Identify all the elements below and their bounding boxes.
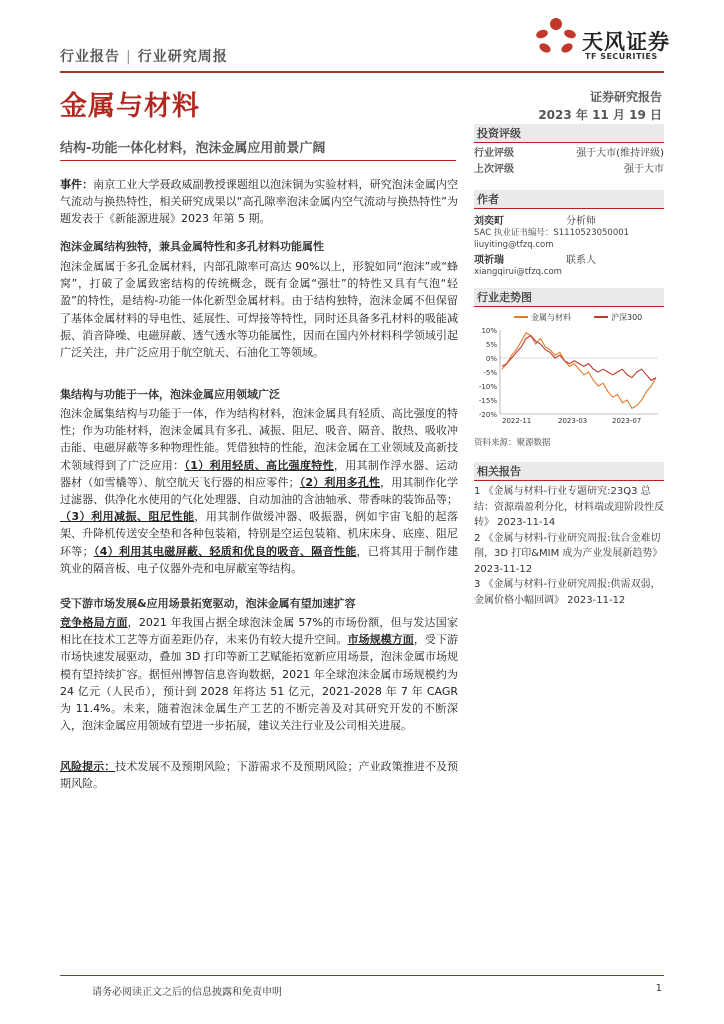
y-tick-label: 5% xyxy=(485,341,497,349)
author-2: 项祈瑞 联系人 xyxy=(474,255,596,266)
author-1-email[interactable]: liuyiting@tfzq.com xyxy=(474,240,554,250)
section-body: 泡沫金属属于多孔金属材料，内部孔隙率可高达 90%以上，形貌如同“泡沫”或“蜂窝”，打破了金属致密结构的传统概念，既有金属“强壮”的特性又具有气泡“轻盈”的特性，是结构-功能一体化新型金属材料。由于结构独特，泡沫金属不但保留了基体金属材料的导电性、延展性、可焊接等特性，同时还具备多孔材料的吸能减振、消音降噪、电磁屏蔽、透气透水等功能属性，因而在国内外材料科学领域引起广泛关注，并广泛应用于航空航天、石油化工等领域。 xyxy=(60,260,458,360)
section-title: 集结构与功能于一体，泡沫金属应用领域广泛 xyxy=(60,388,280,401)
author-title: 作者 xyxy=(474,190,664,208)
sidebar xyxy=(474,124,664,307)
x-tick-label: 2023-03 xyxy=(558,417,588,425)
headline-rule xyxy=(60,160,456,161)
footer-rule xyxy=(60,975,664,976)
y-tick-label: 0% xyxy=(485,355,497,363)
logo-icon xyxy=(530,16,582,60)
section-body: 泡沫金属集结构与功能于一体，作为结构材料，泡沫金属具有轻质、高比强度的特性；作为功能材料，泡沫金属具有多孔、减振、阻尼、吸音、隔音、散热、吸收冲击能、电磁屏蔽等多种物理性能。凭借独特的性能，泡沫金属在工业领域及高新技术领域得到了广泛应用：（1）利用轻质、高比强度特性，用其制作浮水器、运动器材（如雪橇等）、航空航天飞行器的相应零件；（2）利用多孔性，用其制作化学过滤器、供净化水使用的气化处理器、自动加油的含油轴承、带香味的装饰品等；（3）利用减振、阻尼性能，用其制作做缓冲器、吸振器，例如宇宙飞船的起落架、升降机传送安全垫和各种包装箱，特别是空运包装箱、机床床身、底座、阻尼环等；（4）利用其电磁屏蔽、轻质和优良的吸音、隔音性能，已将其用于制作建筑业的隔音板、电子仪器外壳和电屏蔽室等结构。 xyxy=(60,407,459,575)
related-title: 相关报告 xyxy=(474,462,664,480)
author-1-sac: SAC 执业证书编号：S1110523050001 xyxy=(474,228,630,238)
trend-chart xyxy=(474,308,664,430)
series-line xyxy=(502,333,656,409)
section-title: 受下游市场发展&应用场景拓宽驱动，泡沫金属有望加速扩容 xyxy=(60,597,356,610)
x-tick-label: 2023-07 xyxy=(612,417,642,425)
rating-title: 投资评级 xyxy=(474,124,664,142)
y-tick-label: 10% xyxy=(481,327,497,335)
related-item[interactable]: 3 《金属与材料-行业研究周报:供需双弱，金属价格小幅回调》 2023-11-12 xyxy=(474,579,661,606)
rating-row: 行业评级 强于大市(维持评级) xyxy=(474,148,664,159)
author-2-email[interactable]: xiangqirui@tfzq.com xyxy=(474,267,562,277)
section-body: 竞争格局方面，2021 年我国占据全球泡沫金属 57%的市场份额，但与发达国家相比在技术工艺等方面差距仍存，未来仍有较大提升空间。市场规模方面，受下游市场快速发展驱动，叠加 3D 打印等新工艺赋能拓宽新应用场景，泡沫金属市场规模有望持续扩容。据恒州博智信息咨询数据，2021 年全球泡沫金属市场规模约为 24 亿元（人民币），预计到 2028 年将达 51 亿元，2021-2028 年 7 年 CAGR 为 11.4%。未来，随着泡沫金属生产工艺的不断完善及对其研究开发的不断深入，泡沫金属应用领域有望进一步拓展，建议关注行业及公司相关进展。 xyxy=(60,616,459,733)
page-number: 1 xyxy=(655,983,662,994)
event-paragraph: 事件：南京工业大学聂政威副教授课题组以泡沫铜为实验材料，研究泡沫金属内空气流动与换热特性，相关研究成果以“高孔隙率泡沫金属内空气流动与换热特性”为题发表于《新能源进展》2023 年第 5 期。 xyxy=(60,178,458,226)
legend-label: 金属与材料 xyxy=(531,313,571,322)
industry-title: 金属与材料 xyxy=(60,91,200,122)
logo-en: TF SECURITIES xyxy=(585,52,658,61)
y-tick-label: -15% xyxy=(478,397,497,405)
section-title: 泡沫金属结构独特，兼具金属特性和多孔材料功能属性 xyxy=(60,240,324,253)
author-1: 刘奕町 分析师 xyxy=(474,216,596,227)
chart-source: 资料来源：聚源数据 xyxy=(474,438,551,448)
trend-title: 行业走势图 xyxy=(474,288,664,306)
risk-paragraph: 风险提示：技术发展不及预期风险；下游需求不及预期风险；产业政策推进不及预期风险。 xyxy=(60,760,459,791)
related-item[interactable]: 2 《金属与材料-行业研究周报:钛合金难切削，3D 打印&MIM 成为产业发展新趋势》 2023-11-12 xyxy=(474,532,663,575)
y-tick-label: -20% xyxy=(478,411,497,419)
footer-disclaimer: 请务必阅读正文之后的信息披露和免责申明 xyxy=(92,987,282,998)
x-tick-label: 2022-11 xyxy=(502,417,532,425)
headline: 结构-功能一体化材料，泡沫金属应用前景广阔 xyxy=(60,141,326,156)
report-category: 证券研究报告 xyxy=(589,90,662,104)
report-date: 2023 年 11 月 19 日 xyxy=(538,108,662,122)
y-tick-label: -5% xyxy=(483,369,497,377)
related-item[interactable]: 1 《金属与材料-行业专题研究:23Q3 总结：资源端盈利分化，材料端或迎阶段性反转》 2023-11-14 xyxy=(474,486,664,528)
report-type: 行业报告 | 行业研究周报 xyxy=(60,49,228,65)
legend-label: 沪深300 xyxy=(611,313,643,322)
related-reports xyxy=(474,462,664,608)
top-rule xyxy=(60,71,664,73)
prev-rating-row: 上次评级 强于大市 xyxy=(474,164,664,175)
y-tick-label: -10% xyxy=(478,383,497,391)
logo-name: 天风证券 xyxy=(582,30,670,54)
